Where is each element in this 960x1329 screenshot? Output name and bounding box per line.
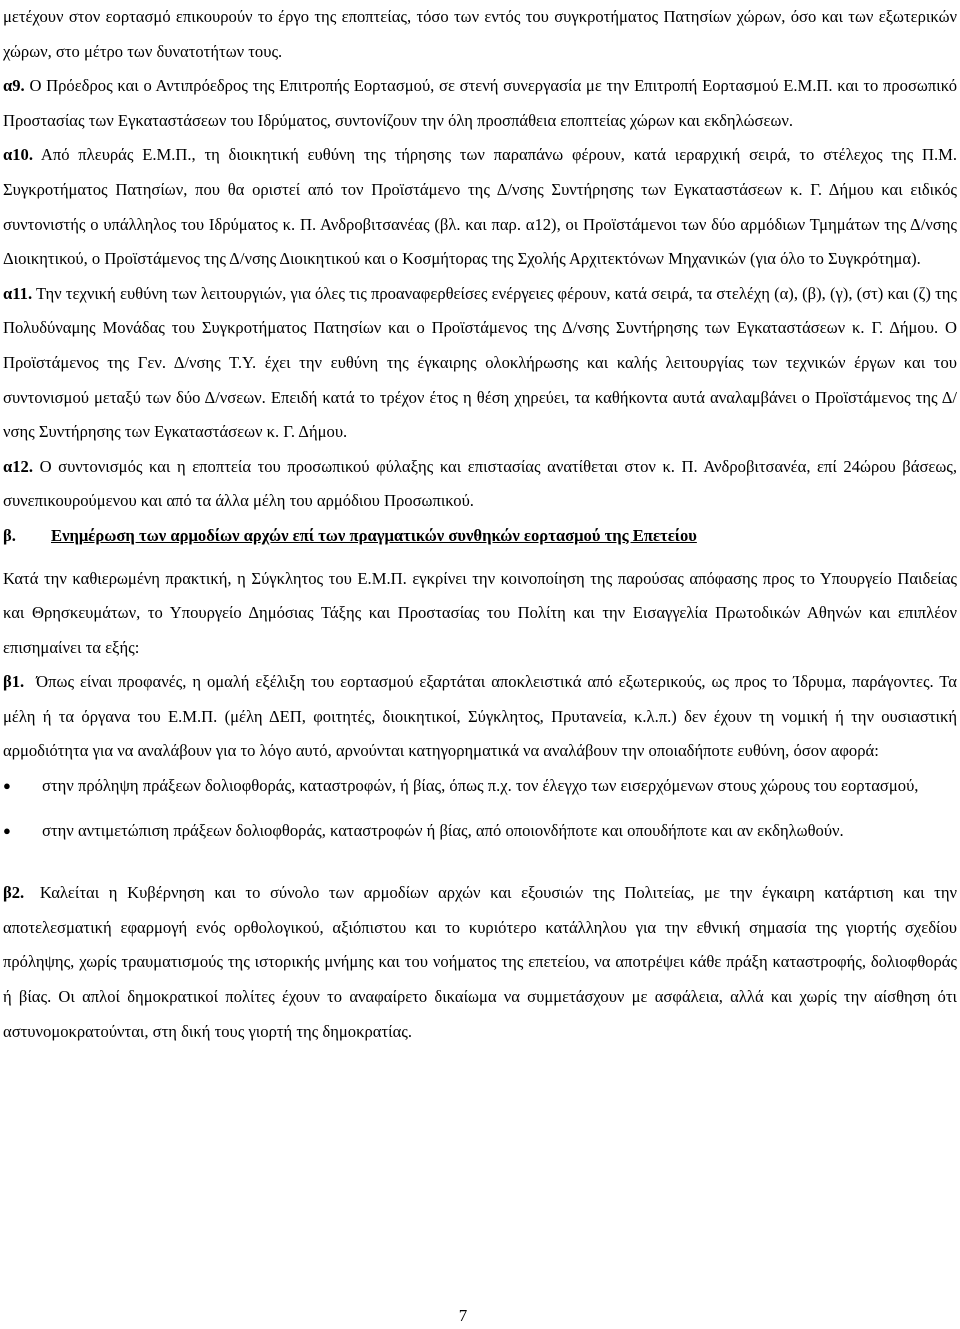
paragraph-b2 — [3, 876, 957, 1049]
section-b-heading — [3, 519, 957, 554]
paragraph-label: β2. — [3, 883, 25, 903]
bullet-item — [3, 769, 957, 804]
paragraph-a10 — [3, 138, 957, 276]
paragraph-label: α12. — [3, 456, 34, 476]
paragraph-text: Την τεχνική ευθύνη των λειτουργιών, για όλες τις προαναφερθείσες ενέργειες φέρουν, κατά σειρά, τα στελέχη (α), (β), (γ), (στ) και (ζ) της Πολυδύναμης Μονάδας του Συγκροτήματος Πατησίων και ο Προϊστάμενος της Δ/νσης Συντήρησης των Εγκαταστάσεων κ. Γ. Δήμου. Ο Προϊστάμενος της Γεν. Δ/νσης Τ.Υ. έχει την ευθύνη της έγκαιρης ολοκλήρωσης και καλής λειτουργίας των τεχνικών έργων και του συντονισμού μεταξύ των δύο Δ/νσεων. Επειδή κατά το τρέχον έτος η θέση χηρεύει, τα καθήκοντα αυτά αναλαμβάνει ο Προϊστάμενος της Δ/νσης Συντήρησης των Εγκαταστάσεων κ. Γ. Δήμου. — [3, 283, 957, 442]
page-number: 7 — [458, 1306, 468, 1325]
bullet-text: στην πρόληψη πράξεων δολιοφθοράς, καταστροφών, ή βίας, όπως π.χ. τον έλεγχο των εισερχόμενων στους χώρους του εορτασμού, — [42, 776, 919, 796]
paragraph-text: Ο συντονισμός και η εποπτεία του προσωπικού φύλαξης και επιστασίας ανατίθεται στον κ. Π. Ανδροβιτσανέα, επί 24ώρου βάσεως, συνεπικουρούμενου και από τα άλλα μέλη του αρμόδιου Προσωπικού. — [3, 456, 957, 511]
section-title: Ενημέρωση των αρμοδίων αρχών επί των πραγματικών συνθηκών εορτασμού της Επετείου — [51, 525, 697, 545]
paragraph-b1 — [3, 665, 957, 769]
paragraph-text: Καλείται η Κυβέρνηση και το σύνολο των αρμοδίων αρχών και εξουσιών της Πολιτείας, με την έγκαιρη κατάρτιση και την αποτελεσματική εφαρμογή ενός ορθολογικού, αξιόπιστου και το κυριότερο κατάλληλου για την εθνική σημασία της γιορτής σχεδίου πρόληψης, χωρίς τραυματισμούς της ιστορικής μνήμης και του νοήματος της επετείου, να αποτρέψει κάθε πράξη καταστροφής, δολιοφθοράς ή βίας. Οι απλοί δημοκρατικοί πολίτες έχουν το αναφαίρετο δικαίωμα να συμμετάσχουν με ασφάλεια, αλλά και χωρίς την αίσθηση ότι αστυνομοκρατούνται, στη δική τους γιορτή της δημοκρατίας. — [3, 883, 957, 1041]
paragraph-label: α10. — [3, 145, 34, 165]
intro-paragraph: μετέχουν στον εορτασμό επικουρούν το έργο της εποπτείας, τόσο των εντός του συγκροτήματος Πατησίων χώρων, όσο και των εξωτερικών χώρων, στο μέτρο των δυνατοτήτων τους. — [3, 7, 957, 61]
bullet-item — [3, 814, 957, 849]
section-label: β. — [3, 525, 16, 545]
paragraph-label: α11. — [3, 283, 33, 303]
paragraph-text: Όπως είναι προφανές, η ομαλή εξέλιξη του εορτασμού εξαρτάται αποκλειστικά από εξωτερικούς, ως προς το Ίδρυμα, παράγοντες. Τα μέλη ή τα όργανα του Ε.Μ.Π. (μέλη ΔΕΠ, φοιτητές, διοικητικοί, Σύγκλητος, Πρυτανεία, κ.λ.π.) δεν έχουν τη νομική ή την ουσιαστική αρμοδιότητα για να αναλάβουν για το λόγο αυτό, αρνούνται κατηγορηματικά να αναλάβουν την οποιαδήποτε ευθύνη, όσον αφορά: — [3, 672, 957, 761]
bullet-icon: ● — [3, 822, 11, 838]
paragraph-label: β1. — [3, 672, 25, 692]
paragraph-text: Ο Πρόεδρος και ο Αντιπρόεδρος της Επιτροπής Εορτασμού, σε στενή συνεργασία με την Επιτροπή Εορτασμού Ε.Μ.Π. και το προσωπικό Προστασίας των Εγκαταστάσεων του Ιδρύματος, συντονίζουν την όλη προσπάθεια εποπτείας χώρων και εκδηλώσεων. — [3, 76, 957, 130]
section-b-intro: Κατά την καθιερωμένη πρακτική, η Σύγκλητος του Ε.Μ.Π. εγκρίνει την κοινοποίηση της παρούσας απόφασης προς το Υπουργείο Παιδείας και Θρησκευμάτων, το Υπουργείο Δημόσιας Τάξης και Προστασίας του Πολίτη και την Εισαγγελία Πρωτοδικών Αθηνών και επιπλέον επισημαίνει τα εξής: — [3, 568, 957, 657]
document-body — [3, 0, 957, 1049]
paragraph-label: α9. — [3, 76, 25, 96]
paragraph-text: Από πλευράς Ε.Μ.Π., τη διοικητική ευθύνη της τήρησης των παραπάνω φέρουν, κατά ιεραρχική σειρά, το στέλεχος της Π.Μ. Συγκροτήματος Πατησίων, που θα οριστεί από τον Προϊστάμενο της Δ/νσης Συντήρησης των Εγκαταστάσεων κ. Γ. Δήμου και ειδικός συντονιστής ο υπάλληλος του Ιδρύματος κ. Π. Ανδροβιτσανέας (βλ. και παρ. α12), οι Προϊστάμενοι των δύο αρμόδιων Τμημάτων της Δ/νσης Διοικητικού, ο Προϊστάμενος της Δ/νσης Διοικητικού και ο Κοσμήτορας της Σχολής Αρχιτεκτόνων Μηχανικών (για όλο το Συγκρότημα). — [3, 145, 958, 269]
paragraph-a9 — [3, 69, 957, 138]
bullet-text: στην αντιμετώπιση πράξεων δολιοφθοράς, καταστροφών ή βίας, από οποιονδήποτε και οπουδήποτε και αν εκδηλωθούν. — [42, 820, 844, 840]
bullet-icon: ● — [3, 778, 11, 794]
paragraph-a11 — [3, 277, 957, 450]
paragraph-a12 — [3, 450, 957, 519]
